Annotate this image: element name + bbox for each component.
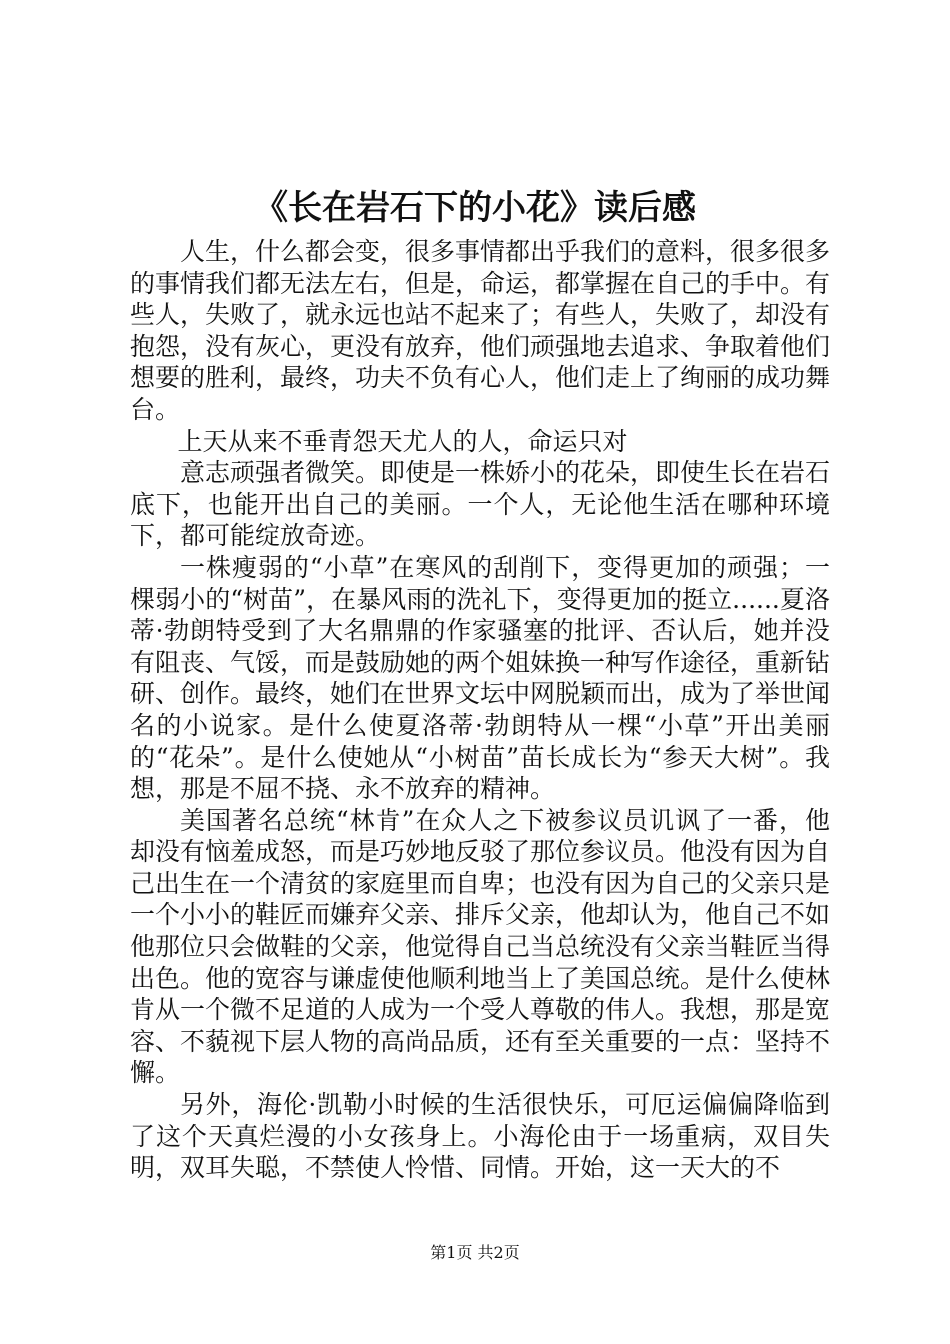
paragraph-3: 意志顽强者微笑。即使是一株娇小的花朵，即使生长在岩石底下，也能开出自己的美丽。一个人，无论他生活在哪种环境下，都可能绽放奇迹。: [130, 458, 831, 551]
paragraph-6: 另外，海伦·凯勒小时候的生活很快乐，可厄运偏偏降临到了这个天真烂漫的小女孩身上。小海伦由于一场重病，双目失明，双耳失聪，不禁使人怜惜、同情。开始，这一天大的不: [130, 1090, 830, 1183]
document-title: 《长在岩石下的小花》读后感: [254, 188, 696, 228]
document-body: [130, 236, 830, 1184]
paragraph-1: 人生，什么都会变，很多事情都出乎我们的意料，很多很多的事情我们都无法左右，但是，命运，都掌握在自己的手中。有些人，失败了，就永远也站不起来了；有些人，失败了，却没有抱怨，没有灰心，更没有放弃，他们顽强地去追求、争取着他们想要的胜利，最终，功夫不负有心人，他们走上了绚丽的成功舞台。: [130, 237, 831, 424]
paragraph-5: 美国著名总统“林肯”在众人之下被参议员讥讽了一番，他却没有恼羞成怒，而是巧妙地反驳了那位参议员。他没有因为自己出生在一个清贫的家庭里而自卑；也没有因为自己的父亲只是一个小小的鞋匠而嫌弃父亲、排斥父亲，他却认为，他自己不如他那位只会做鞋的父亲，他觉得自己当总统没有父亲当鞋匠当得出色。他的宽容与谦虚使他顺利地当上了美国总统。是什么使林肯从一个微不足道的人成为一个受人尊敬的伟人。我想，那是宽容、不藐视下层人物的高尚品质，还有至关重要的一点：坚持不懈。: [130, 805, 831, 1088]
page-footer: 第1页 共2页: [430, 1243, 520, 1262]
paragraph-4: 一株瘦弱的“小草”在寒风的刮削下，变得更加的顽强；一棵弱小的“树苗”，在暴风雨的洗礼下，变得更加的挺立......夏洛蒂·勃朗特受到了大名鼎鼎的作家骚塞的批评、否认后，她并没有阻丧、气馁，而是鼓励她的两个姐妹换一种写作途径，重新钻研、创作。最终，她们在世界文坛中网脱颖而出，成为了举世闻名的小说家。是什么使夏洛蒂·勃朗特从一棵“小草”开出美丽的“花朵”。是什么使她从“小树苗”苗长成长为“参天大树”。我想，那是不屈不挠、永不放弃的精神。: [130, 552, 831, 804]
paragraph-2: 上天从来不垂青怨天尤人的人，命运只对: [177, 426, 628, 456]
